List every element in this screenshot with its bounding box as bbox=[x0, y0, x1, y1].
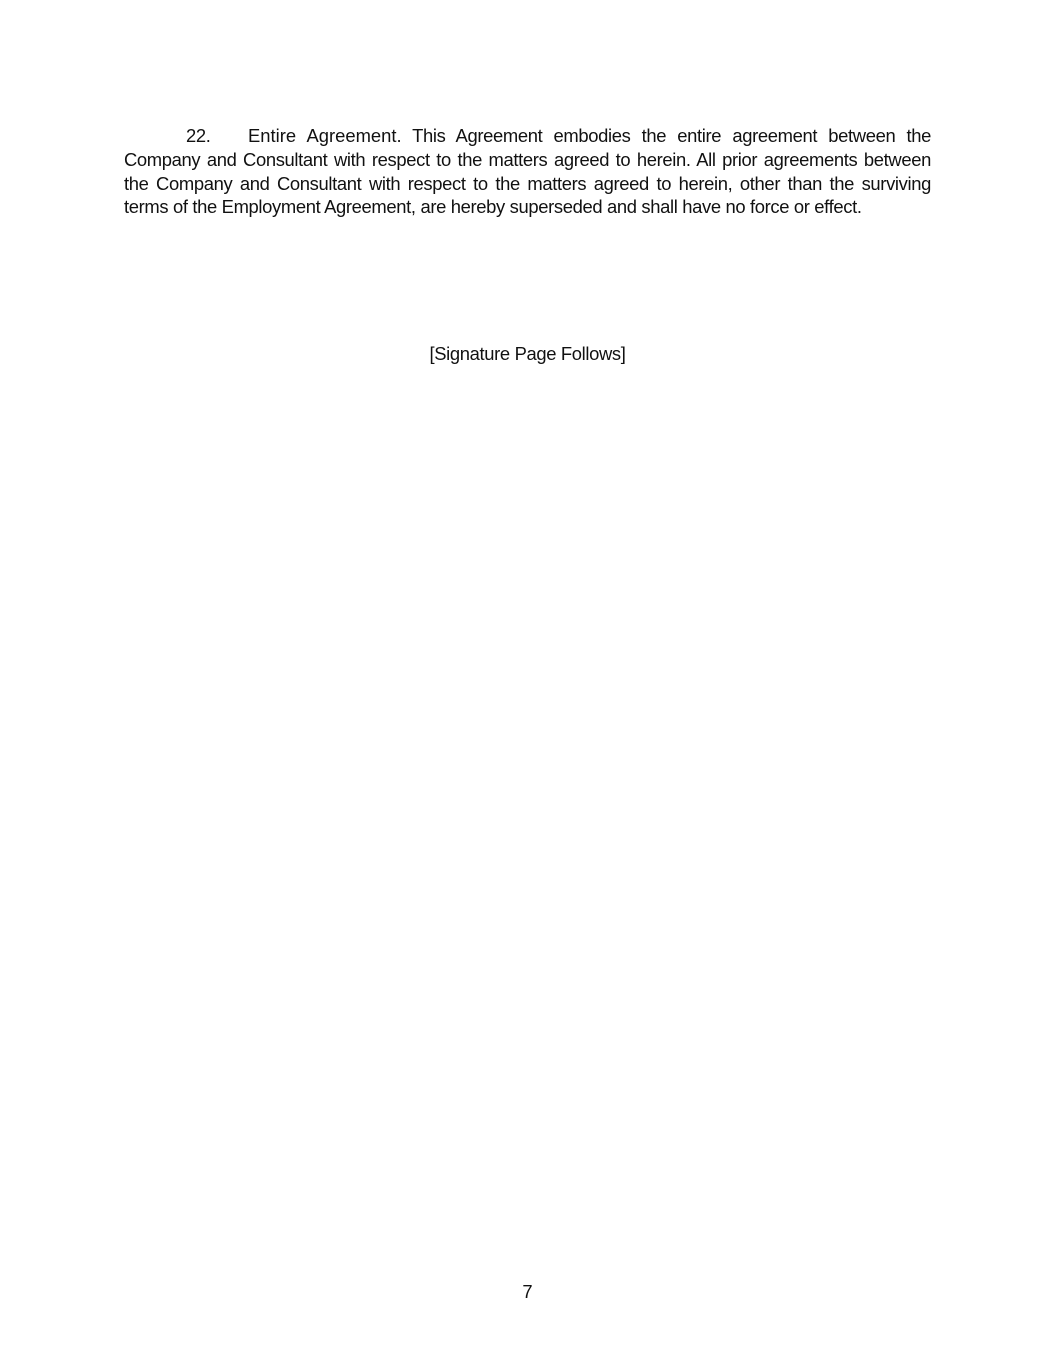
signature-page-follows-note: [Signature Page Follows] bbox=[429, 343, 626, 364]
section-heading-period: . bbox=[396, 125, 402, 146]
section-body: This Agreement embodies the entire agreement between the Company and Consultant with respect to the matters agreed to herein. All prior agreements between the Company and Consultant with respect to the matters agreed to herein, other than the surviving terms of the Employment Agreement, are hereby superseded and shall have no force or effect. bbox=[124, 125, 931, 218]
section-number: 22. bbox=[186, 125, 211, 146]
section-heading: Entire Agreement bbox=[248, 125, 397, 146]
page-number: 7 bbox=[522, 1281, 533, 1302]
section-22-paragraph bbox=[124, 124, 931, 219]
